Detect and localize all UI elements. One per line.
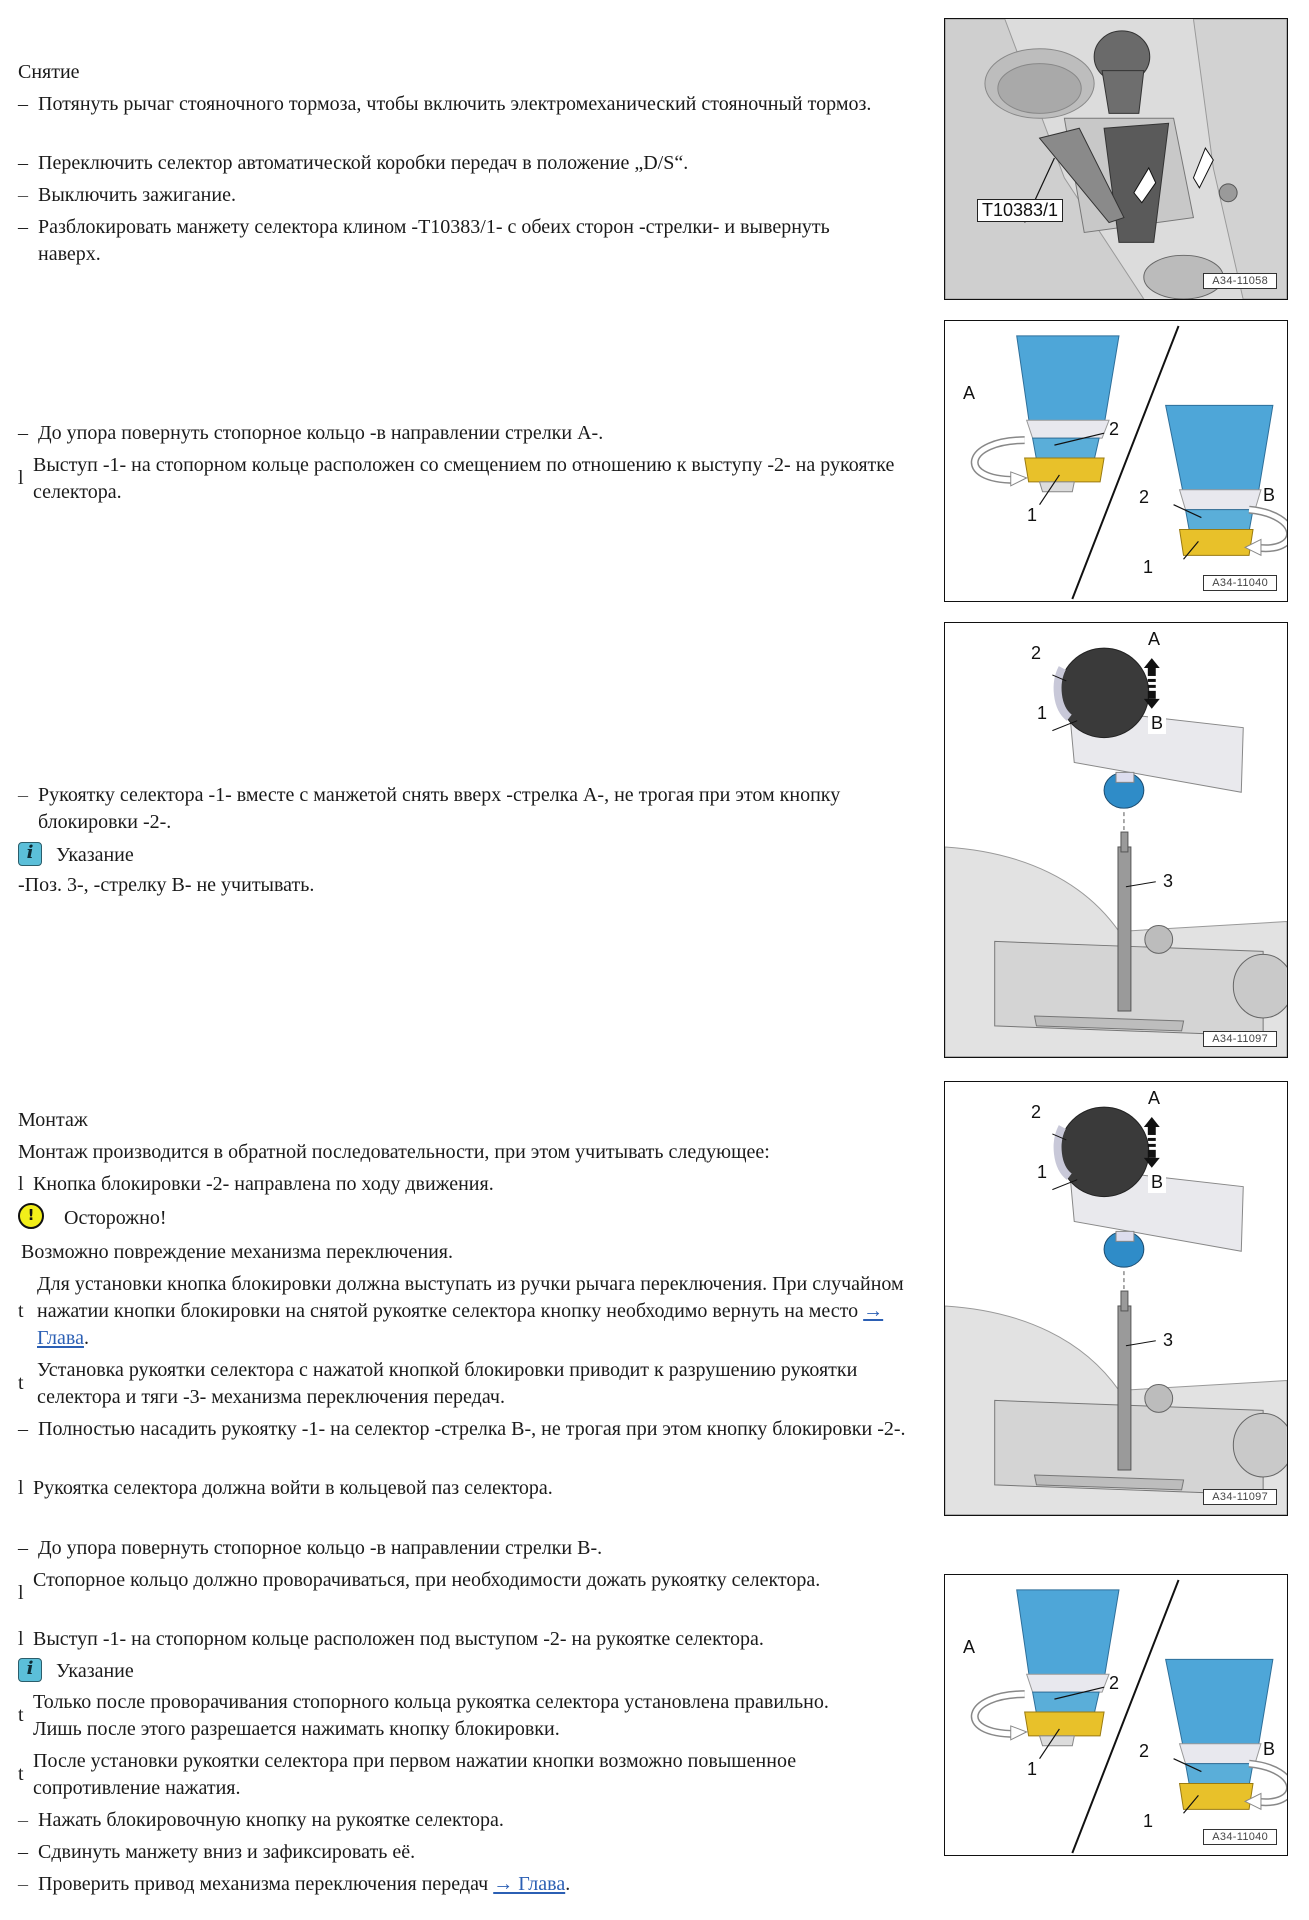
figure-code: A34-11058	[1203, 273, 1277, 289]
note-item-text: Только после проворачивания стопорного кольца рукоятка селектора установлена правильно. Лишь после этого разрешается нажимать кнопку блокировки.	[33, 1691, 829, 1740]
bullet-marker: l	[18, 1628, 24, 1650]
figure-center-console-wedge	[944, 18, 1288, 300]
dash-marker: –	[18, 1418, 28, 1440]
callout-label: A	[963, 1637, 976, 1657]
locking-ring-rotation-illustration	[945, 1575, 1287, 1855]
dash-marker: –	[18, 184, 28, 206]
caution-item-body: Для установки кнопка блокировки должна выступать из ручки рычага переключения. При случайном нажатии кнопки блокировки на снятой рукоятке селектора кнопку необходимо вернуть на место	[37, 1273, 904, 1322]
installation-intro: Монтаж производится в обратной последовательности, при этом учитывать следующее:	[18, 1141, 770, 1163]
callout-label: 1	[1143, 557, 1154, 577]
note-text: -Поз. 3-, -стрелку B- не учитывать.	[18, 874, 315, 896]
note-item-text: После установки рукоятки селектора при первом нажатии кнопки возможно повышенное сопротивление нажатия.	[33, 1750, 797, 1799]
dash-marker: –	[18, 93, 28, 115]
bullet-marker: t	[18, 1704, 24, 1726]
center-console-wedge-illustration	[945, 19, 1287, 299]
step-body: Проверить привод механизма переключения передач	[38, 1873, 494, 1895]
bullet-marker: t	[18, 1300, 24, 1322]
step-text: Выключить зажигание.	[38, 184, 236, 206]
caution-item-text	[37, 1271, 922, 1352]
step-text: Потянуть рычаг стояночного тормоза, чтобы включить электромеханический стояночный тормоз.	[38, 93, 872, 115]
punctuation: .	[565, 1873, 571, 1895]
dash-marker: –	[18, 216, 28, 238]
figure-code: A34-11040	[1203, 1829, 1277, 1845]
callout-label: 2	[1109, 1673, 1120, 1693]
dash-marker: –	[18, 1841, 28, 1863]
callout-label: B	[1148, 713, 1166, 734]
check-text: Рукоятка селектора должна войти в кольцевой паз селектора.	[33, 1477, 553, 1499]
selector-handle-removal-illustration	[945, 623, 1287, 1057]
punctuation: .	[83, 1327, 89, 1349]
step-text: Рукоятку селектора -1- вместе с манжетой снять вверх -стрелка A-, не трогая при этом кнопку блокировки -2-.	[38, 784, 841, 833]
figure-code: A34-11040	[1203, 575, 1277, 591]
callout-label: 2	[1139, 1741, 1150, 1761]
step-text: До упора повернуть стопорное кольцо -в направлении стрелки A-.	[38, 422, 604, 444]
callout-label: 3	[1163, 871, 1174, 891]
figure-locking-ring-b	[944, 1574, 1288, 1856]
caution-item-text: Установка рукоятки селектора с нажатой кнопкой блокировки приводит к разрушению рукоятки селектора и тяги -3- механизма переключения передач.	[37, 1359, 858, 1408]
callout-label: 1	[1027, 505, 1038, 525]
check-text: Кнопка блокировки -2- направлена по ходу движения.	[33, 1173, 494, 1195]
check-text: Стопорное кольцо должно проворачиваться, при необходимости дожать рукоятку селектора.	[33, 1569, 821, 1591]
caution-text: Возможно повреждение механизма переключения.	[21, 1241, 453, 1263]
note-title: Указание	[56, 1660, 134, 1682]
step-text: Полностью насадить рукоятку -1- на селектор -стрелка B-, не трогая при этом кнопку блокировки -2-.	[38, 1418, 906, 1440]
callout-label: 2	[1031, 1102, 1042, 1122]
figure-selector-handle-removal	[944, 622, 1288, 1058]
callout-label: B	[1263, 485, 1276, 505]
note-title: Указание	[56, 844, 134, 866]
callout-label: 2	[1031, 643, 1042, 663]
check-text: Выступ -1- на стопорном кольце расположен со смещением по отношению к выступу -2- на рукоятке селектора.	[33, 454, 895, 503]
step-text: Сдвинуть манжету вниз и зафиксировать её.	[38, 1841, 416, 1863]
callout-label: A	[963, 383, 976, 403]
step-text-with-link	[38, 1871, 923, 1898]
callout-label: 2	[1139, 487, 1150, 507]
bullet-marker: l	[18, 1173, 24, 1195]
callout-label: 1	[1143, 1811, 1154, 1831]
callout-label: B	[1263, 1739, 1276, 1759]
dash-marker: –	[18, 422, 28, 444]
callout-label: 3	[1163, 1330, 1174, 1350]
dash-marker: –	[18, 1873, 28, 1895]
locking-ring-rotation-illustration	[945, 321, 1287, 601]
tool-label: T10383/1	[977, 199, 1063, 222]
callout-label: A	[1148, 629, 1161, 649]
figure-code: A34-11097	[1203, 1031, 1277, 1047]
section-heading-installation: Монтаж	[18, 1109, 88, 1131]
warning-icon: !	[18, 1203, 44, 1229]
bullet-marker: t	[18, 1372, 24, 1394]
section-heading-removal: Снятие	[18, 61, 80, 83]
step-text: До упора повернуть стопорное кольцо -в направлении стрелки B-.	[38, 1537, 603, 1559]
selector-handle-install-illustration	[945, 1082, 1287, 1515]
dash-marker: –	[18, 1809, 28, 1831]
step-text: Переключить селектор автоматической коробки передач в положение „D/S“.	[38, 152, 689, 174]
dash-marker: –	[18, 152, 28, 174]
callout-label: 1	[1037, 1162, 1048, 1182]
caution-title: Осторожно!	[64, 1207, 167, 1229]
bullet-marker: l	[18, 1477, 24, 1499]
step-text: Нажать блокировочную кнопку на рукоятке селектора.	[38, 1809, 504, 1831]
bullet-marker: t	[18, 1763, 24, 1785]
figure-locking-ring-a	[944, 320, 1288, 602]
callout-label: B	[1148, 1172, 1166, 1193]
bullet-marker: l	[18, 467, 24, 489]
step-text: Разблокировать манжету селектора клином -T10383/1- с обеих сторон -стрелки- и вывернуть наверх.	[38, 216, 830, 265]
figure-code: A34-11097	[1203, 1489, 1277, 1505]
callout-label: 1	[1037, 703, 1048, 723]
figure-selector-handle-install	[944, 1081, 1288, 1516]
callout-label: A	[1148, 1088, 1161, 1108]
chapter-link[interactable]: → Глава	[37, 1300, 884, 1349]
callout-label: 2	[1109, 419, 1120, 439]
info-icon: i	[18, 1658, 42, 1682]
dash-marker: –	[18, 784, 28, 806]
dash-marker: –	[18, 1537, 28, 1559]
chapter-link[interactable]: → Глава	[493, 1873, 566, 1895]
check-text: Выступ -1- на стопорном кольце расположен под выступом -2- на рукоятке селектора.	[33, 1628, 764, 1650]
info-icon: i	[18, 842, 42, 866]
bullet-marker: l	[18, 1582, 24, 1604]
callout-label: 1	[1027, 1759, 1038, 1779]
